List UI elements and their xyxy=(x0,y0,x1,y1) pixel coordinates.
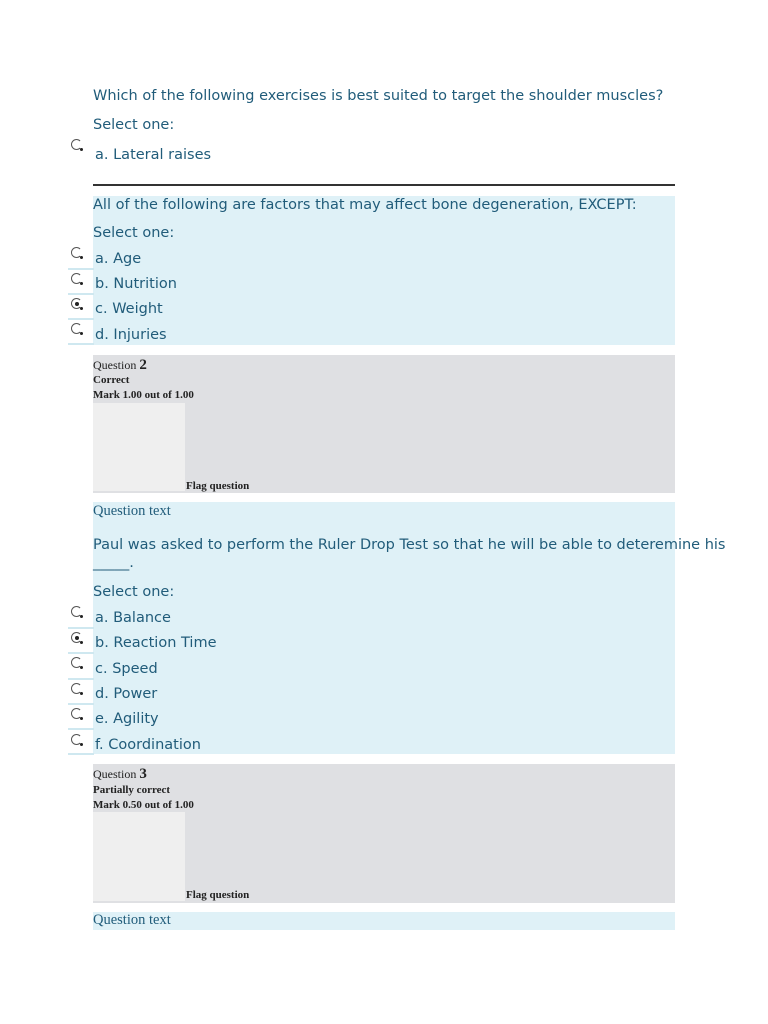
question-text-heading: Question text xyxy=(93,912,171,928)
info-inner-box xyxy=(93,812,185,901)
option-label[interactable]: b. Reaction Time xyxy=(95,635,217,651)
question-number: 3 xyxy=(139,766,147,782)
option-underline xyxy=(68,652,94,654)
radio-option-b[interactable] xyxy=(71,273,82,284)
flag-question-link[interactable]: Flag question xyxy=(186,889,250,901)
option-label[interactable]: c. Speed xyxy=(95,661,158,677)
select-one-label: Select one: xyxy=(93,117,175,133)
question-word: Question xyxy=(93,767,137,781)
option-label[interactable]: c. Weight xyxy=(95,301,163,317)
option-underline xyxy=(68,703,94,705)
radio-option-a[interactable] xyxy=(71,139,82,150)
option-label[interactable]: e. Agility xyxy=(95,711,159,727)
option-label[interactable]: b. Nutrition xyxy=(95,276,177,292)
option-label[interactable]: d. Injuries xyxy=(95,327,167,343)
radio-option-b[interactable] xyxy=(71,632,82,643)
question-number: 2 xyxy=(139,357,147,373)
option-label[interactable]: a. Lateral raises xyxy=(95,147,212,163)
question-status: Correct xyxy=(93,374,130,386)
question-status: Partially correct xyxy=(93,784,171,796)
option-label[interactable]: d. Power xyxy=(95,686,158,702)
option-underline xyxy=(68,293,94,295)
option-underline xyxy=(68,728,94,730)
flag-question-link[interactable]: Flag question xyxy=(186,480,250,492)
option-label[interactable]: f. Coordination xyxy=(95,737,201,753)
option-underline xyxy=(68,343,94,345)
question-text-heading: Question text xyxy=(93,503,171,519)
select-one-label: Select one: xyxy=(93,225,175,241)
question-text-shoulder: Which of the following exercises is best suited to target the shoulder muscles? xyxy=(93,88,664,104)
option-label[interactable]: a. Age xyxy=(95,251,142,267)
question-panel-bone xyxy=(93,196,675,345)
option-underline xyxy=(68,753,94,755)
divider xyxy=(93,184,675,186)
radio-option-a[interactable] xyxy=(71,606,82,617)
option-underline xyxy=(68,318,94,320)
radio-option-d[interactable] xyxy=(71,683,82,694)
select-one-label: Select one: xyxy=(93,584,175,600)
question-mark: Mark 0.50 out of 1.00 xyxy=(93,799,194,811)
question-text-ruler-blank: _____. xyxy=(93,555,134,571)
question-text-bone: All of the following are factors that may affect bone degeneration, EXCEPT: xyxy=(93,197,637,213)
question-number-label xyxy=(93,357,147,374)
question-number-label xyxy=(93,766,147,783)
option-underline xyxy=(68,268,94,270)
radio-option-c[interactable] xyxy=(71,657,82,668)
option-underline xyxy=(68,678,94,680)
question-mark: Mark 1.00 out of 1.00 xyxy=(93,389,194,401)
radio-option-e[interactable] xyxy=(71,708,82,719)
question-panel-3 xyxy=(93,912,675,930)
radio-option-c[interactable] xyxy=(71,298,82,309)
radio-option-a[interactable] xyxy=(71,247,82,258)
question-word: Question xyxy=(93,358,137,372)
radio-option-d[interactable] xyxy=(71,323,82,334)
question-text-ruler: Paul was asked to perform the Ruler Drop Test so that he will be able to deteremine his xyxy=(93,537,726,553)
radio-option-f[interactable] xyxy=(71,734,82,745)
info-inner-box xyxy=(93,403,185,491)
option-underline xyxy=(68,627,94,629)
option-label[interactable]: a. Balance xyxy=(95,610,171,626)
